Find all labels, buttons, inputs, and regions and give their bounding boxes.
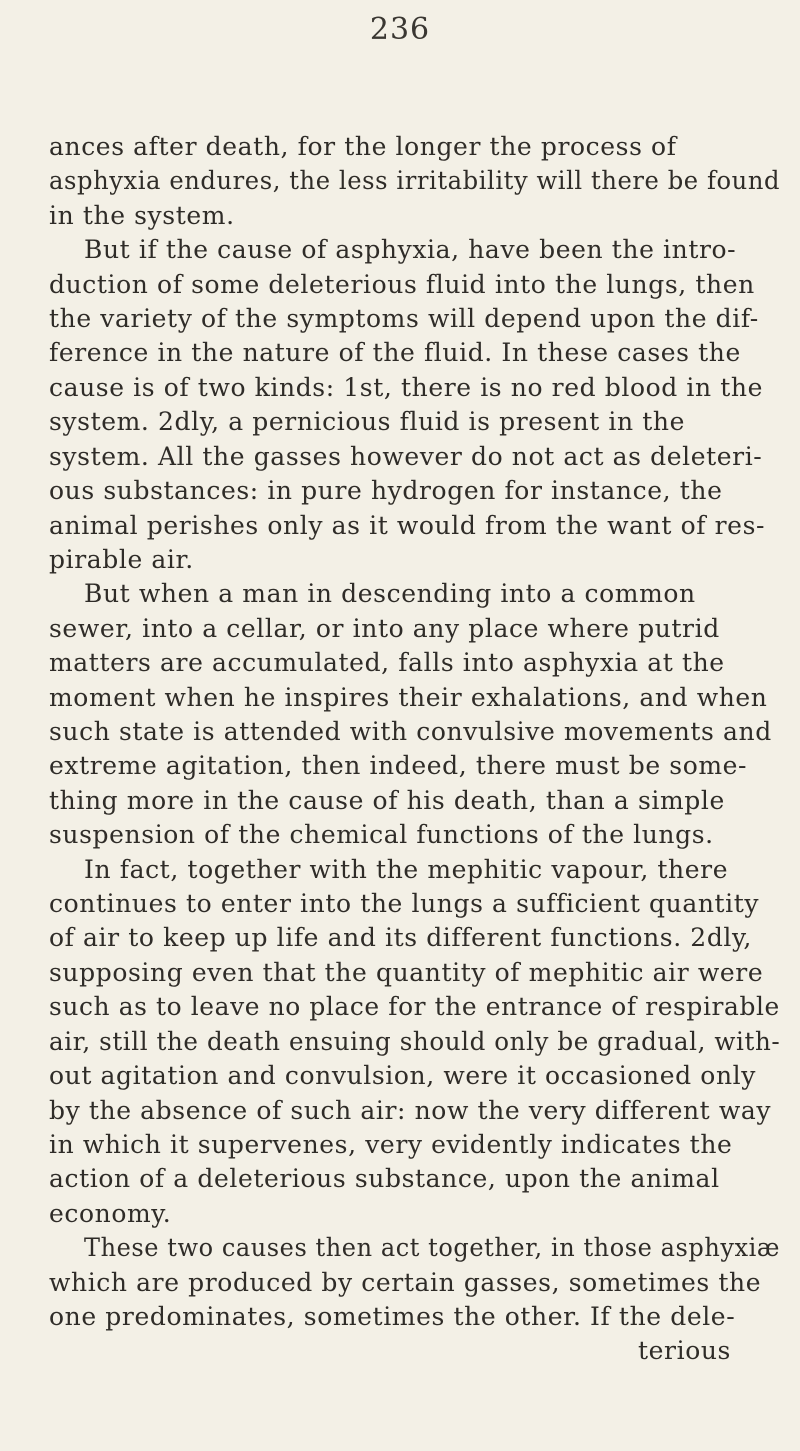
text-line: of air to keep up life and its different functions. 2dly, xyxy=(49,923,752,952)
text-line: air, still the death ensuing should only be gradual, with- xyxy=(49,1027,781,1056)
text-line: sewer, into a cellar, or into any place where putrid xyxy=(49,614,720,643)
text-line: system. All the gasses however do not act as deleteri- xyxy=(49,442,763,471)
text-line: thing more in the cause of his death, than a simple xyxy=(49,786,725,815)
text-line: the variety of the symptoms will depend upon the dif- xyxy=(49,304,759,333)
catchword: terious xyxy=(638,1336,731,1365)
text-line: in which it supervenes, very evidently indicates the xyxy=(49,1130,733,1159)
text-line: continues to enter into the lungs a sufficient quantity xyxy=(49,889,760,918)
text-line: such as to leave no place for the entrance of respirable xyxy=(49,992,780,1021)
text-line: supposing even that the quantity of mephitic air were xyxy=(49,958,764,987)
text-line: ference in the nature of the fluid. In these cases the xyxy=(49,338,741,367)
text-line: out agitation and convulsion, were it occasioned only xyxy=(49,1061,756,1090)
text-line: asphyxia endures, the less irritability will there be found xyxy=(49,166,781,195)
text-line: by the absence of such air: now the very different way xyxy=(49,1096,772,1125)
text-line: animal perishes only as it would from the want of res- xyxy=(49,511,766,540)
text-line: which are produced by certain gasses, sometimes the xyxy=(49,1268,762,1297)
text-line: such state is attended with convulsive movements and xyxy=(49,717,772,746)
text-line: in the system. xyxy=(49,201,235,230)
text-line: pirable air. xyxy=(49,545,194,574)
text-line: action of a deleterious substance, upon the animal xyxy=(49,1164,720,1193)
text-line: ances after death, for the longer the process of xyxy=(49,132,677,161)
text-line: system. 2dly, a pernicious fluid is present in the xyxy=(49,407,685,436)
text-line: In fact, together with the mephitic vapour, there xyxy=(84,855,729,884)
text-line: But when a man in descending into a common xyxy=(84,579,696,608)
text-line: economy. xyxy=(49,1199,172,1228)
text-line: extreme agitation, then indeed, there must be some- xyxy=(49,751,748,780)
text-line: suspension of the chemical functions of the lungs. xyxy=(49,820,714,849)
text-line: ous substances: in pure hydrogen for instance, the xyxy=(49,476,723,505)
text-line: cause is of two kinds: 1st, there is no red blood in the xyxy=(49,373,764,402)
text-line: duction of some deleterious fluid into the lungs, then xyxy=(49,270,755,299)
text-line: These two causes then act together, in those asphyxiæ xyxy=(84,1233,780,1262)
text-line: one predominates, sometimes the other. If the dele- xyxy=(49,1302,736,1331)
page-number: 236 xyxy=(369,12,431,47)
text-line: matters are accumulated, falls into asphyxia at the xyxy=(49,648,725,677)
text-line: But if the cause of asphyxia, have been the intro- xyxy=(84,235,737,264)
text-line: moment when he inspires their exhalations, and when xyxy=(49,683,768,712)
